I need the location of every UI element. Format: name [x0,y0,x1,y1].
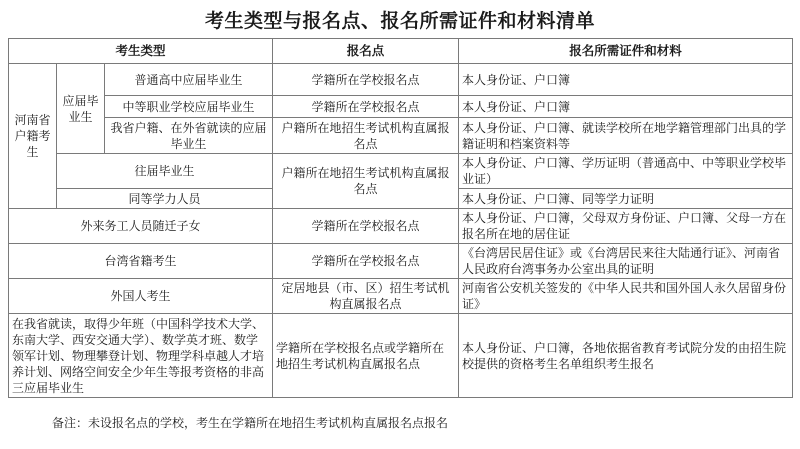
location-cell: 学籍所在学校报名点 [273,96,459,118]
location-cell: 学籍所在学校报名点 [273,244,459,279]
type-cell: 外来务工人员随迁子女 [9,209,273,244]
table-row [9,314,793,398]
type-cell: 同等学力人员 [57,189,273,209]
type-cell: 往届毕业生 [57,154,273,189]
documents-cell: 《台湾居民居住证》或《台湾居民来往大陆通行证》、河南省人民政府台湾事务办公室出具的证明 [459,244,793,279]
header-documents: 报名所需证件和材料 [459,39,793,64]
table-row [9,118,793,154]
table-header-row [9,39,793,64]
location-cell: 户籍所在地招生考试机构直属报名点 [273,118,459,154]
location-cell: 户籍所在地招生考试机构直属报名点 [273,154,459,209]
type-cell: 在我省就读，取得少年班（中国科学技术大学、东南大学、西安交通大学）、数学英才班、数学领军计划、物理攀登计划、物理学科卓越人才培养计划、网络空间安全少年生等报考资格的非高三应届毕业生 [9,314,273,398]
documents-cell: 本人身份证、户口簿，各地依据省教育考试院分发的由招生院校提供的资格考生名单组织考生报名 [459,314,793,398]
type-cell: 普通高中应届毕业生 [105,64,273,96]
header-location: 报名点 [273,39,459,64]
table-row [9,64,793,96]
documents-cell: 本人身份证、户口簿 [459,64,793,96]
henan-group-label: 河南省户籍考生 [9,64,57,209]
type-cell: 台湾省籍考生 [9,244,273,279]
location-cell: 学籍所在学校报名点或学籍所在地招生考试机构直属报名点 [273,314,459,398]
location-cell: 定居地县（市、区）招生考试机构直属报名点 [273,279,459,314]
footnote: 备注：未设报名点的学校，考生在学籍所在地招生考试机构直属报名点报名 [52,416,449,430]
table-row [9,244,793,279]
table-row [9,279,793,314]
documents-cell: 河南省公安机关签发的《中华人民共和国外国人永久居留身份证》 [459,279,793,314]
type-cell: 外国人考生 [9,279,273,314]
table-row [9,209,793,244]
page-title: 考生类型与报名点、报名所需证件和材料清单 [204,10,595,32]
documents-cell: 本人身份证、户口簿，父母双方身份证、户口簿、父母一方在报名所在地的居住证 [459,209,793,244]
type-cell: 中等职业学校应届毕业生 [105,96,273,118]
type-cell: 我省户籍、在外省就读的应届毕业生 [105,118,273,154]
graduates-label: 应届毕业生 [57,64,105,154]
table-row [9,154,793,189]
table-row [9,96,793,118]
documents-cell: 本人身份证、户口簿、学历证明（普通高中、中等职业学校毕业证） [459,154,793,189]
location-cell: 学籍所在学校报名点 [273,64,459,96]
requirements-table [8,38,793,398]
documents-cell: 本人身份证、户口簿、同等学力证明 [459,189,793,209]
documents-cell: 本人身份证、户口簿、就读学校所在地学籍管理部门出具的学籍证明和档案资料等 [459,118,793,154]
location-cell: 学籍所在学校报名点 [273,209,459,244]
header-type: 考生类型 [9,39,273,64]
documents-cell: 本人身份证、户口簿 [459,96,793,118]
